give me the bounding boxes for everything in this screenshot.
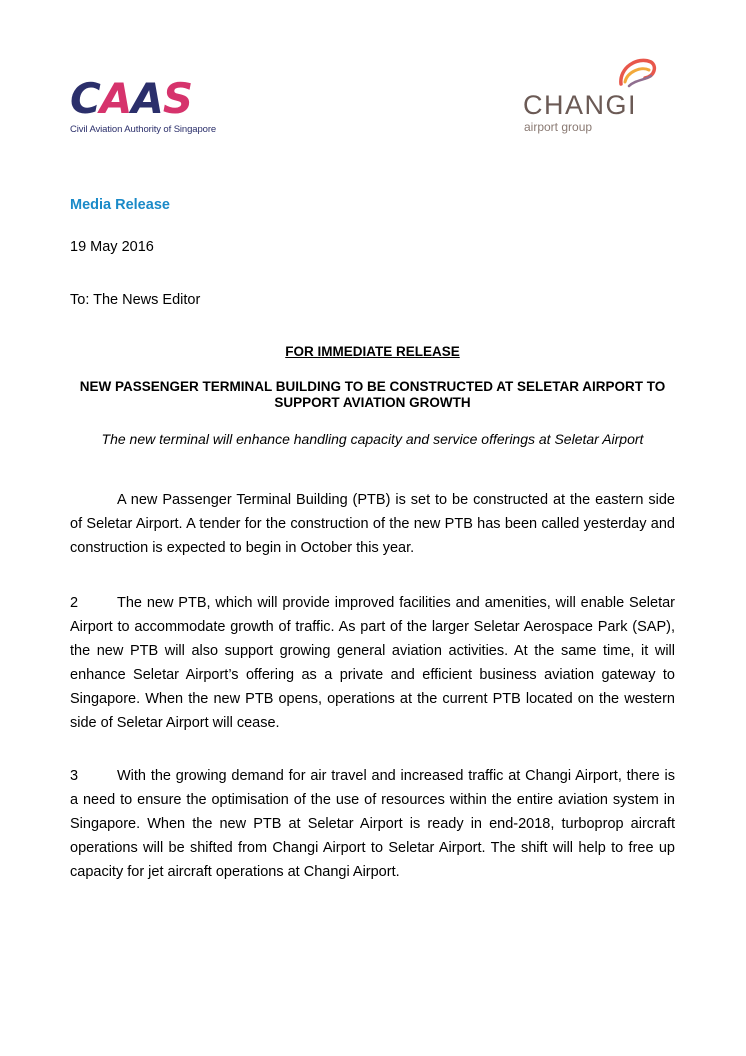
paragraph-text: The new PTB, which will provide improved facilities and amenities, will enable Seletar Airport to accommodate growth of traffic. As part of the larger Seletar Aerospace Park (SAP), the new PTB will also support growing general aviation activities. At the same time, it will enhance Seletar Airport’s offering as a private and efficient business aviation gateway to Singapore. When the new PTB opens, operations at the current PTB located on the western side of Seletar Airport will cease. (70, 595, 675, 731)
paragraph-number: 3 (70, 768, 79, 784)
media-release-label: Media Release (70, 197, 170, 213)
release-notice: FOR IMMEDIATE RELEASE (285, 344, 460, 359)
paragraph-text: With the growing demand for air travel and increased traffic at Changi Airport, there is a need to ensure the optimisation of the use of resources within the entire aviation system in Singapore. When the new PTB at Seletar Airport is ready in end-2018, turboprop aircraft operations will be shifted from Changi Airport to Seletar Airport. The shift will help to free up capacity for jet aircraft operations at Changi Airport. (70, 768, 675, 880)
changi-logo (523, 54, 663, 138)
subheadline: The new terminal will enhance handling capacity and service offerings at Seletar Airport (101, 431, 644, 447)
changi-wordmark: CHANGI (523, 90, 638, 120)
release-date: 19 May 2016 (70, 239, 154, 255)
recipient-line: To: The News Editor (70, 292, 201, 308)
caas-logo (70, 74, 217, 135)
body-paragraph-1 (70, 488, 675, 560)
headline: NEW PASSENGER TERMINAL BUILDING TO BE CONSTRUCTED AT SELETAR AIRPORT TO SUPPORT AVIATION GROWTH (79, 379, 666, 410)
changi-swirl-icon (615, 54, 659, 90)
paragraph-text: A new Passenger Terminal Building (PTB) is set to be constructed at the eastern side of Seletar Airport. A tender for the construction of the new PTB has been called yesterday and construction is expected to begin in October this year. (70, 492, 675, 556)
body-paragraph-3 (70, 764, 675, 884)
changi-subtitle: airport group (524, 120, 593, 134)
caas-wordmark: CAAS (70, 74, 193, 123)
paragraph-number: 2 (70, 595, 79, 611)
body-paragraph-2 (70, 591, 675, 735)
caas-subtitle: Civil Aviation Authority of Singapore (70, 124, 217, 135)
